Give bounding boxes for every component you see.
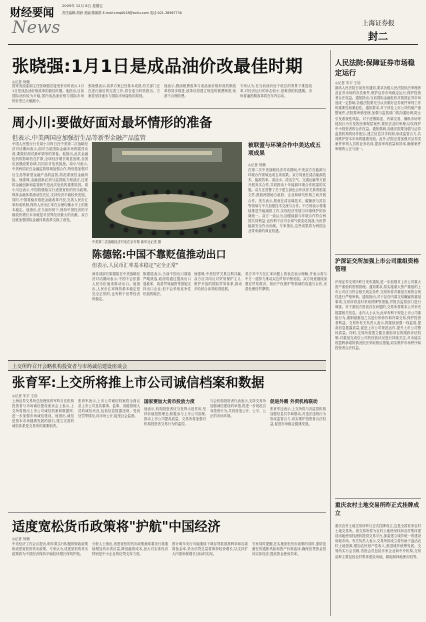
right-title-3: 重庆农村土地交易所昨正式挂牌成立 xyxy=(335,503,419,517)
section-en: News xyxy=(12,18,61,38)
headline-4: 张育军:上交所将推上市公司诚信档案和数据 xyxy=(12,376,265,391)
banner xyxy=(8,360,326,371)
masthead-rule xyxy=(8,44,418,45)
article-5-col-3: 预计明年央行可能继续下调存贷款基准利率和存款准备金率,货币信贷总量将保持较快增长,以支持扩大内需和保增长目标的实现。 xyxy=(172,542,248,557)
subtitle-2: 但表示,中美两国应加强衍生品等新型金融产品监管 xyxy=(12,135,146,142)
article-5-col-4: 专家同时提醒,在实施宽松货币政策的同时,需防范潜在的通胀风险和资产价格泡沫,确保信贷资金投向实体经济,提高资金使用效率。 xyxy=(252,542,326,557)
side-article-title: 被联盟与环境合作中美达成五项成果 xyxy=(248,143,321,157)
article-4-col-4: 与会机构投资者代表表示,支持交易所加强诚信建设的举措,将进一步规范自身投资行为,共同营造公开、公平、公正的市场环境。 xyxy=(210,399,266,419)
divider-under-h1 xyxy=(8,108,326,109)
right-divider-2 xyxy=(335,498,421,499)
article-3-col-2: 陈德铭表示,当前中国出口面临严峻挑战,政府将通过提高出口退税率、改善贸易融资等措施支持出口企业,但不会采取竞争性贬值的做法。 xyxy=(143,272,191,297)
headline-5: 适度宽松货币政策将"护航"中国经济 xyxy=(12,520,221,535)
article-3-col-3: 他强调,中美经贸关系互利共赢,双方应共同反对贸易保护主义,维护开放的国际贸易体系,推动多哈回合谈判取得进展。 xyxy=(194,272,242,292)
right-byline-1: ◎记者 朱宇 王培 xyxy=(335,81,361,85)
news-photo xyxy=(92,142,242,238)
article-4-col-1: 上海证券交易所总经理张育军昨日在机构投资者与市场诚信建设座谈会上表示,上交所将推出上市公司诚信档案和数据库,进一步加强市场诚信建设。他指出,诚信是资本市场健康发展的基石,建立完善的诚信体系是交易所的重要职责。 xyxy=(12,399,74,429)
masthead xyxy=(0,0,426,46)
article-3-col-4: 美方对中方在汇率问题上的表态表示理解,并表示将与中方一道努力推动双边贸易平衡发展。双方同意继续加强在贸易救济、知识产权保护等领域的沟通与合作,妥善处理经贸摩擦。 xyxy=(245,272,327,292)
right-article-3: 重庆农村土地交易所昨日正式挂牌成立,这是全国首家农村土地交易所。该交易所将为农村土地使用权和农村集体建设用地使用权流转提供交易平台,探索建立城乡统一的建设用地市场。有关负责人表示,交易所的成立将有助于盘活农村土地资源,增加农民财产性收入,推进城乡统筹发展。交易所实行会员制,首批会员包括多家企业和中介机构,交易品种主要包括农村集体建设用地、耕地和林地使用权等。 xyxy=(335,524,421,559)
article-4-col-5: 张育军还表示,上交所将与各监管机构加强信息共享和联动,对违法违规行为形成监管合力,切实维护投资者合法权益,促进市场稳定健康发展。 xyxy=(270,407,326,427)
right-divider-1 xyxy=(335,254,421,255)
right-title-1: 人民法院:保障证券市场稳定运行 xyxy=(335,59,415,77)
article-1-col-1: 国家发改委副主任张晓强在接受采访时表示,1月1日是成品油价格改革的最佳时期。他指出,目前国际油价较为平稳,国内成品油价格与国际市场的价差已大幅缩小。 xyxy=(12,84,84,104)
divider-above-h5 xyxy=(8,512,326,513)
side-article-body: 在第二次中美战略经济对话期间,中美双方在能源与环境合作领域达成五项成果。双方同意在清洁能源技术、能源效率、清洁水、清洁空气、交通运输等方面开展务实合作,共同推动十年能源环境合作框架的实施。双方还签署了关于建立绿色合作伙伴关系的框架文件,鼓励两国地方政府、企业和研究机构之间开展合作。美方表示,愿意在清洁煤技术、碳捕获与封存等领域与中方加强技术交流与合作。中方则表示将继续推进节能减排工作,实现经济发展与环境保护的协调统一。双方一致认为,加强能源与环境合作符合两国共同利益,也有利于应对全球气候变化挑战,为世界能源安全作出贡献。专家指出,这些成果将为两国企业带来新的商业机遇。 xyxy=(248,168,326,234)
masthead-info-1: 2009年 12月 8日 星期五 xyxy=(62,4,103,8)
masthead-info-2: 责任编辑:胡润 美编:黎雄群 E-mail:cmq0018@sohu.com 电话:021-38967730 xyxy=(62,11,182,15)
right-article-1: 最高人民法院日前发布通知,要求各级人民法院依法审理涉及证券市场的各类案件,维护证券市场稳定运行,保护投资者合法权益。通知指出,当前国际金融危机对我国证券市场造成一定影响,各级法院要充分认识做好证券案件审判工作的重要性和紧迫性。通知要求,对于涉及上市公司的破产重整案件,法院要审慎受理,加强与监管部门的沟通协调,防止引发系统性风险。对于虚假陈述、内幕交易、操纵市场等侵权行为引发的民事赔偿案件,要依法及时审理,切实保护中小投资者的合法权益。通知强调,各级法院要加强与证券监管机构的协作配合,建立信息共享机制,形成监管合力,共同维护资本市场的健康发展。此外,法院还将加强对证券类案件审判人员的业务培训,提高审判质量和效率,确保案件审理的公正与统一。 xyxy=(335,86,421,152)
subtitle-3: 但表示,人民币汇率基本稳定"完全正常" xyxy=(92,263,179,269)
conference-table-illustration xyxy=(92,142,242,238)
right-title-2: 沪深证交所加强上市公司重组资格管理 xyxy=(335,259,419,273)
headline-1: 张晓强:1月1日是成品油价改最佳时期 xyxy=(12,57,303,77)
article-1-col-3: 他表示,燃油税费改革与成品油价格形成机制改革将同步推进,改革后将建立规范的税费制度,取消不合理收费。 xyxy=(164,84,236,99)
photo-caption: 中美第二次战略经济对话在京开幕 新华社记者 摄 xyxy=(92,240,161,244)
article-4-col-2: 张育军表示,上市公司诚信档案将全面记录上市公司及其董事、监事、高级管理人员的诚信状况,包括信息披露违规、受到处罚等情况,向市场公开,接受社会监督。 xyxy=(78,399,140,419)
inline-head-mid-left: 国家要加大货币投放力度 xyxy=(144,400,195,405)
article-4-col-3: 他表示,机构投资者应当发挥示范作用,坚持价值投资理念,积极参与上市公司治理,推动上市公司提高质量。交易所将加强对机构投资者交易行为的监控。 xyxy=(144,407,206,427)
article-5-col-1: 中央经济工作会议提出,明年要实行积极的财政政策和适度宽松的货币政策。专家认为,适度宽松的货币政策将为中国经济保持平稳较快增长保驾护航。 xyxy=(12,542,88,557)
inline-head-mid-right: 促进外需 外贸机构联动 xyxy=(270,400,318,405)
banner-text: 上交所昨召开会略机构投资者与市场诚信建设座谈会 xyxy=(12,363,128,370)
page-label: 封二 xyxy=(368,32,388,43)
headline-2: 周小川:要做好面对最坏情形的准备 xyxy=(12,116,213,131)
paper-title: 上海证券报 xyxy=(362,19,395,27)
right-article-2: 沪深证券交易所昨日发布通知,进一步加强对上市公司重大资产重组的资格管理。通知要求,拟实施重大资产重组的上市公司应当符合相关规定条件,交易所将对重组方案的合规性进行严格审核。通知指出,对于存在内幕交易嫌疑的重组事项,交易所将及时采取停牌等措施,并报告监管部门进行调查。对于重组方资质存在问题的,交易所将要求公司补充披露相关信息。业内人士认为,此举有利于规范上市公司重组行为,遏制借重组之名进行的炒作和内幕交易,保护投资者利益。交易所有关负责人表示,将继续加强一线监管,提高信息披露质量,促进上市公司规范运作,提升上市公司整体质量。同时,交易所将建立健全重组项目的跟踪评估机制,对重组完成后公司的经营状况进行持续关注,对未能实现盈利承诺的情况依法采取相应措施,切实维护市场秩序和投资者合法权益。 xyxy=(335,280,421,351)
right-col-divider xyxy=(330,50,331,616)
article-1-col-4: 专家认为,在当前油价处于低位的背景下推进改革,对经济运行的冲击较小,是难得的机遇期。市场普遍预期改革将在年内启动。 xyxy=(240,84,312,99)
headline-3: 陈德铭:中国不靠贬值推动出口 xyxy=(92,250,226,261)
byline-5: ◎记者 何楠 xyxy=(12,537,30,541)
article-5-col-2: 分析人士指出,适度宽松的货币政策意味着央行将继续增加货币供应量,降低融资成本,加大对实体经济特别是中小企业的信贷支持力度。 xyxy=(92,542,168,557)
byline-1: ◎记者 何楠 xyxy=(12,80,30,84)
byline-4: ◎记者 朱宇 王培 xyxy=(12,394,38,398)
article-1-col-2: 张晓强表示,改革方案已经基本成熟,有关部门正在进行最后的完善工作,将在适当时机推出。方案将坚持逐步与国际市场接轨的原则。 xyxy=(88,84,160,99)
paper-name: 财经要闻 xyxy=(10,6,54,19)
side-article-byline: ◎记者 何楠 xyxy=(248,163,266,167)
article-2-body: 中国人民银行行长周小川昨日在中美第二次战略经济对话期间表示,面对当前国际金融市场的剧烈动荡,要做好面对最坏情形的准备。他指出,此次金融危机的影响仍在扩散,全球经济增长明显放缓,各国应加强政策协调,共同应对危机挑战。周小川表示,中美两国应在金融监管领域加强合作,特别是加强对衍生品等新型金融产品的监管,防范系统性金融风险。他强调,金融创新必须与监管能力相适应,过度的金融创新和监管缺失是此次危机的重要原因。周小川还表示,中国将继续实行适度宽松的货币政策,保持金融体系流动性充足,支持经济平稳较快发展。同时,中国将稳步推进金融改革开放,完善人民币汇率形成机制,保持人民币汇率在合理均衡水平上的基本稳定。他指出,在当前形势下,保持中国经济的平稳较快增长本身就是对世界经济最大的贡献。双方还就加强国际金融体系改革交换了意见。 xyxy=(12,142,88,223)
article-3-col-1: 商务部部长陈德铭在中美战略经济对话期间表示,中国不会依靠人民币贬值来推动出口。他指出,人民币汇率保持基本稳定是完全正常的,也有利于世界经济的稳定。 xyxy=(92,272,140,302)
